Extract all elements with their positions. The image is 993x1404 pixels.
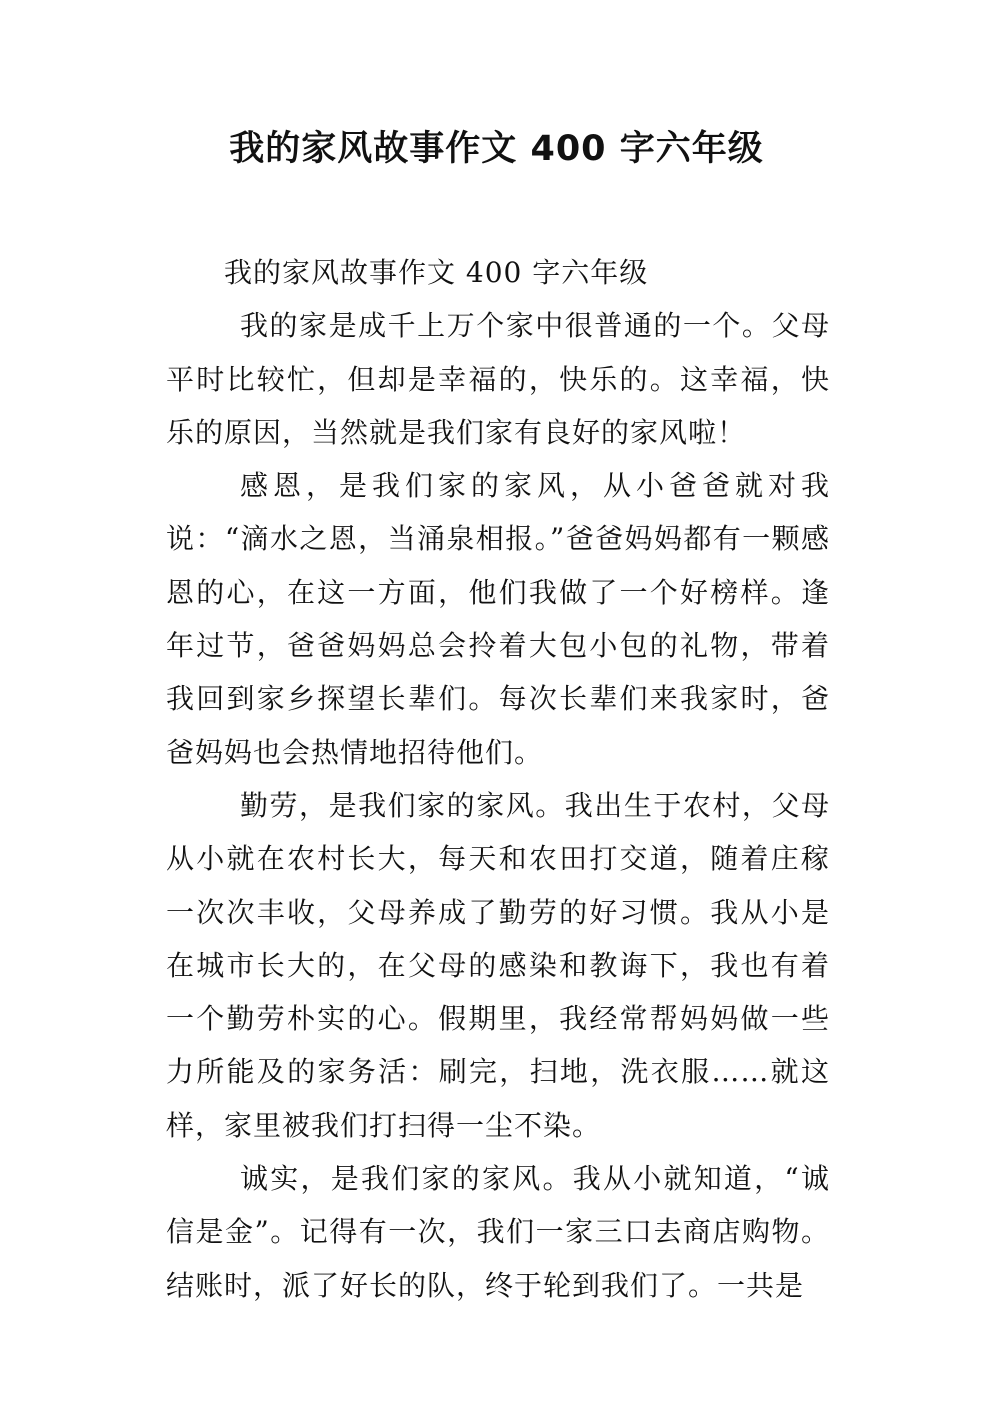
document-body [166, 246, 830, 1312]
document-title: 我的家风故事作文 400 字六年级 [229, 129, 764, 169]
paragraph-diligence: 勤劳，是我们家的家风。我出生于农村，父母从小就在农村长大，每天和农田打交道，随着庄稼一次次丰收，父母养成了勤劳的好习惯。我从小是在城市长大的，在父母的感染和教诲下，我也有着一个勤劳朴实的心。假期里，我经常帮妈妈做一些力所能及的家务活：刷完，扫地，洗衣服……就这样，家里被我们打扫得一尘不染。 [166, 788, 830, 1142]
paragraph-gratitude: 感恩，是我们家的家风，从小爸爸就对我说：“滴水之恩，当涌泉相报。”爸爸妈妈都有一颗感恩的心，在这一方面，他们我做了一个好榜样。逢年过节，爸爸妈妈总会拎着大包小包的礼物，带着我回到家乡探望长辈们。每次长辈们来我家时，爸爸妈妈也会热情地招待他们。 [166, 469, 830, 769]
document-subtitle: 我的家风故事作文 400 字六年级 [224, 256, 649, 289]
paragraph-intro: 我的家是成千上万个家中很普通的一个。父母平时比较忙，但却是幸福的，快乐的。这幸福，快乐的原因，当然就是我们家有良好的家风啦！ [166, 309, 830, 449]
paragraph-honesty: 诚实，是我们家的家风。我从小就知道，“诚信是金”。记得有一次，我们一家三口去商店购物。结账时，派了好长的队，终于轮到我们了。一共是 [166, 1162, 830, 1302]
